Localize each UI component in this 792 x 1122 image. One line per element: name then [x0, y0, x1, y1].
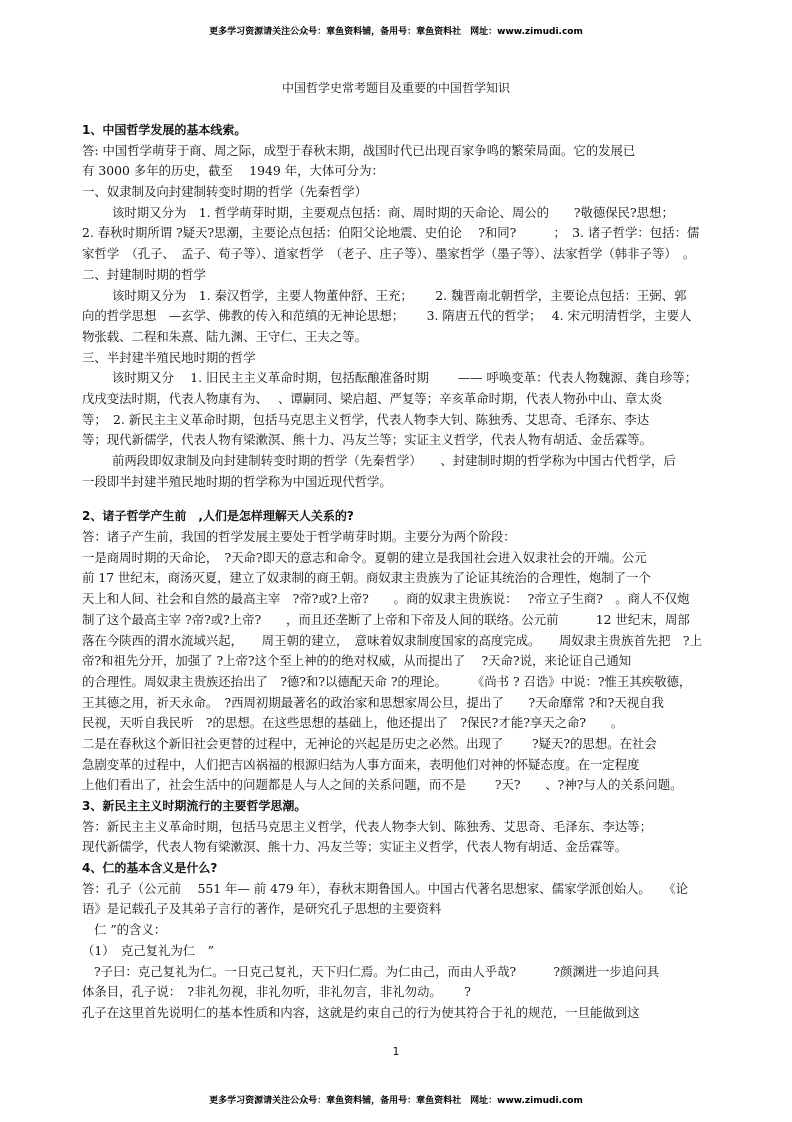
text-line: 二、封建制时期的哲学 — [82, 266, 206, 282]
text-line: 戊戌变法时期，代表人物康有为、 、谭嗣同、梁启超、严复等；辛亥革命时期，代表人物孙中山、章太炎 — [82, 390, 663, 406]
text-line: 一是商周时期的天命论， ?天命?即天的意志和命令。夏朝的建立是我国社会进入奴隶社会的开端。公元 — [82, 549, 647, 565]
section-heading: 2、诸子哲学产生前 ,人们是怎样理解天人关系的? — [82, 509, 354, 524]
text-line: 向的哲学思想 —玄学、佛教的传入和范缜的无神论思想； 3. 隋唐五代的哲学； 4. 宋元明清哲学，主要人 — [82, 308, 692, 324]
text-line: 一段即半封建半殖民地时期的哲学称为中国近现代哲学。 — [82, 473, 392, 489]
text-line: 上他们看出了，社会生活中的问题都是人与人之间的关系问题，而不是 ?天? 、?神?与人的关系问题。 — [82, 777, 683, 793]
text-line: 天上和人间、社会和自然的最高主宰 ?帝?或?上帝? 。商的奴隶主贵族说： ?帝立子生商? 。商人不仅炮 — [82, 591, 690, 607]
text-line: 体条目，孔子说： ?非礼勿视，非礼勿听，非礼勿言，非礼勿动。 ? — [82, 984, 471, 1000]
text-line: 答：孔子（公元前 551 年— 前 479 年），春秋末期鲁国人。中国古代著名思想家、儒家学派创始人。 《论 — [82, 880, 688, 896]
text-line: 该时期又分为 1. 哲学萌芽时期，主要观点包括：商、周时期的天命论、周公的 ?敬德保民?思想； — [112, 204, 674, 220]
text-line: 二是在春秋这个新旧社会更替的过程中，无神论的兴起是历史之必然。出现了 ?疑天?的思想。在社会 — [82, 735, 657, 751]
text-line: 等；现代新儒学，代表人物有梁漱溟、熊十力、冯友兰等；实证主义哲学，代表人物有胡适、金岳霖等。 — [82, 432, 652, 448]
section-heading: 3、新民主主义时期流行的主要哲学思潮。 — [82, 799, 307, 813]
text-line: 前两段即奴隶制及向封建制转变时期的哲学（先秦哲学） 、封建制时期的哲学称为中国古代哲学，后 — [112, 453, 676, 468]
section-heading: 4、仁的基本含义是什么? — [82, 861, 218, 876]
text-line: 该时期又分 1. 旧民主主义革命时期，包括酝酿准备时期 —— 呼唤变革：代表人物魏源、龚自珍等； — [112, 370, 698, 386]
text-line: 仁 ”的含义： — [94, 922, 167, 938]
text-line: 三、半封建半殖民地时期的哲学 — [82, 349, 256, 365]
text-line: 答：新民主主义革命时期，包括马克思主义哲学，代表人物李大钊、陈独秀、艾思奇、毛泽东、李达等； — [82, 818, 652, 834]
text-line: 前 17 世纪末，商汤灭夏，建立了奴隶制的商王朝。商奴隶主贵族为了论证其统治的合理性，炮制了一个 — [82, 570, 651, 586]
text-line: （1） 克己复礼为仁 ” — [82, 942, 214, 958]
text-line: 有 3000 多年的历史，截至 1949 年，大体可分为： — [82, 163, 384, 179]
page-number: 1 — [392, 1045, 400, 1058]
text-line: 现代新儒学，代表人物有梁漱溟、熊十力、冯友兰等；实证主义哲学，代表人物有胡适、金岳霖等。 — [82, 839, 628, 855]
text-line: 的合理性。周奴隶主贵族还抬出了 ?德?和?以德配天命 ?的理论。 《尚书 ? 召诰》中说：?惟王其疾敬德， — [82, 673, 692, 689]
text-line: 王其德之用，祈天永命。 ?西周初期最著名的政治家和思想家周公旦，提出了 ?天命靡常 ?和?天视自我 — [82, 694, 664, 710]
text-line: 急剧变革的过程中，人们把吉凶祸福的根源归结为人事方面来，表明他们对神的怀疑态度。在一定程度 — [82, 756, 640, 772]
text-line: 民视，天听自我民听 ?的思想。在这些思想的基础上，他还提出了 ?保民?才能?享天之命? 。 — [82, 715, 624, 731]
text-line: 2. 春秋时期所谓 ?疑天?思潮，主要论点包括：伯阳父论地震、史伯论 ?和同? ； 3. 诸子哲学：包括：儒 — [82, 225, 700, 241]
text-line: 答: 中国哲学萌芽于商、周之际，成型于春秋末期，战国时代已出现百家争鸣的繁荣局面。它的发展已 — [82, 142, 636, 158]
text-line: 落在今陕西的渭水流域兴起， 周王朝的建立， 意味着奴隶制度国家的高度完成。 周奴隶主贵族首先把 ?上 — [82, 632, 702, 648]
footer-banner: 更多学习资源请关注公众号：章鱼资料铺，备用号：章鱼资料社 网址：www.zimudi.com — [209, 1096, 583, 1106]
text-line: 物张载、二程和朱熹、陆九渊、王守仁、王夫之等。 — [82, 328, 367, 344]
text-line: ?子曰：克己复礼为仁。一日克己复礼，天下归仁焉。为仁由己，而由人乎哉? ?颜渊进一步追问具 — [94, 963, 660, 979]
text-line: 答：诸子产生前，我国的哲学发展主要处于哲学萌芽时期。主要分为两个阶段： — [82, 529, 516, 545]
text-line: 家哲学 （孔子、 孟子、荀子等）、道家哲学 （老子、庄子等）、墨家哲学（墨子等）、法家哲学（韩非子等） 。 — [82, 246, 696, 262]
text-line: 帝?和祖先分开，加强了 ?上帝?这个至上神的的绝对权威，从而提出了 ?天命?说，来论证自己通知 — [82, 653, 632, 669]
document-body — [82, 120, 712, 1024]
text-line: 语》是记载孔子及其弟子言行的著作，是研究孔子思想的主要资料 — [82, 901, 442, 917]
text-line: 孔子在这里首先说明仁的基本性质和内容，这就是约束自己的行为使其符合于礼的规范，一旦能做到这 — [82, 1004, 640, 1020]
document-title: 中国哲学史常考题目及重要的中国哲学知识 — [281, 81, 510, 95]
text-line: 制了这个最高主宰 ?帝?或?上帝? ，而且还垄断了上帝和下帝及人间的联络。公元前 12 世纪末，周部 — [82, 611, 690, 627]
text-line: 该时期又分为 1. 秦汉哲学，主要人物董仲舒、王充； 2. 魏晋南北朝哲学，主要论点包括：王弼、郭 — [112, 287, 687, 303]
text-line: 一、奴隶制及向封建制转变时期的哲学（先秦哲学） — [82, 184, 367, 200]
text-line: 等； 2. 新民主主义革命时期，包括马克思主义哲学，代表人物李大钊、陈独秀、艾思奇、毛泽东、李达 — [82, 411, 650, 427]
section-heading: 1、中国哲学发展的基本线索。 — [82, 123, 247, 137]
header-banner: 更多学习资源请关注公众号：章鱼资料铺，备用号：章鱼资料社 网址：www.zimudi.com — [209, 27, 583, 37]
